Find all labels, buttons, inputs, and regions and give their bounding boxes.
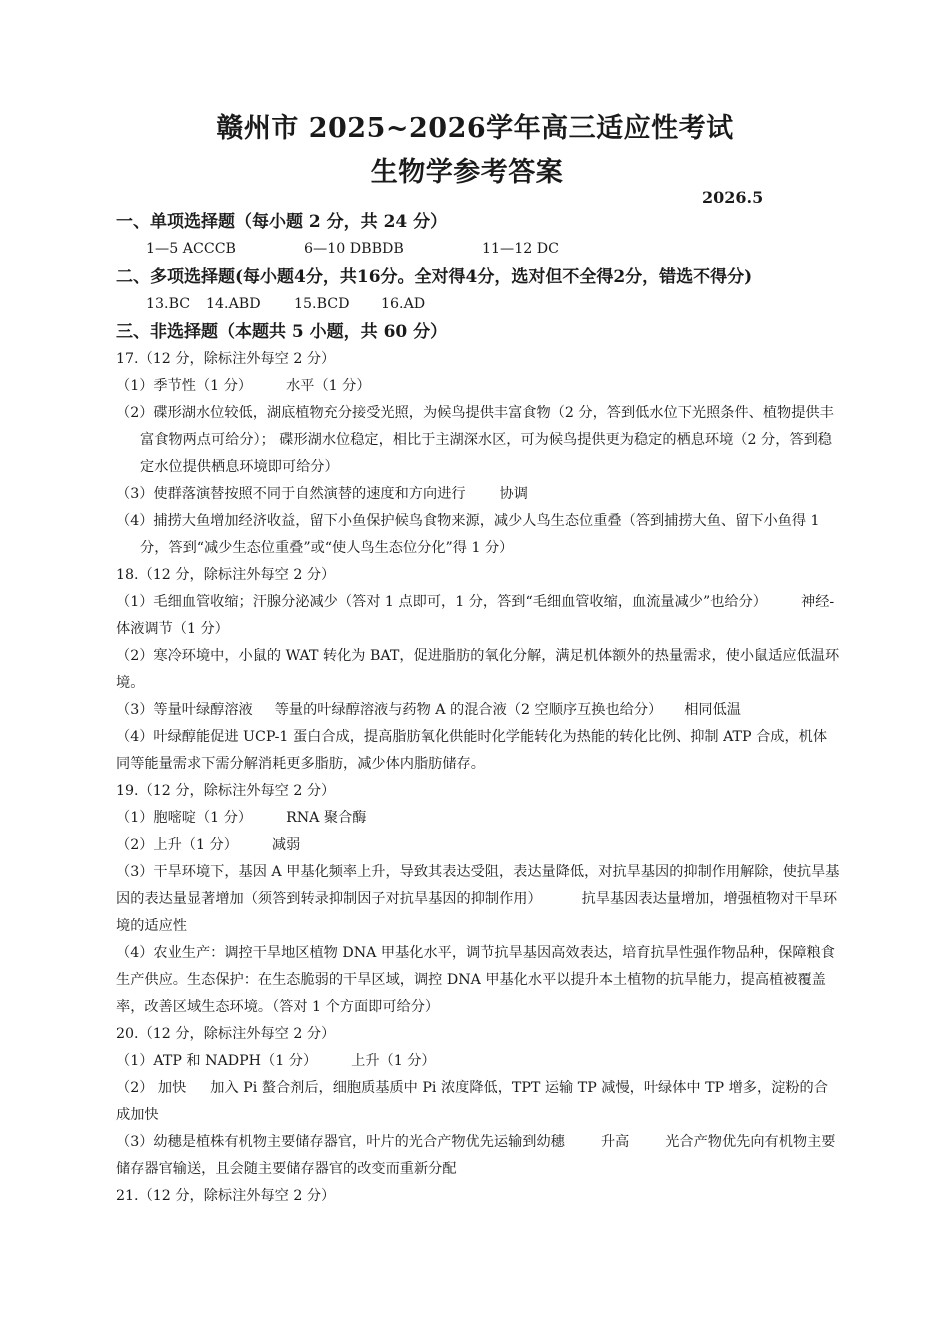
q18-part-4: （4）叶绿醇能促进 UCP-1 蛋白合成，提高脂肪氧化供能时化学能转化为热能的转化比例、抑制 ATP 合成，机体同等能量需求下需分解消耗更多脂肪，减少体内脂肪储存。 bbox=[116, 729, 828, 772]
answer-text: （1）ATP 和 NADPH（1 分） bbox=[116, 1053, 318, 1069]
q18-part-1 bbox=[116, 589, 840, 643]
answer-text: （3）等量叶绿醇溶液 bbox=[116, 702, 253, 718]
answer-text: （1）胞嘧啶（1 分） bbox=[116, 810, 253, 826]
answer-group: 16.AD bbox=[381, 296, 426, 312]
answer-text: 等量的叶绿醇溶液与药物 A 的混合液（2 空顺序互换也给分） bbox=[274, 702, 663, 718]
q20-part-1 bbox=[116, 1048, 840, 1075]
question-20-header: 20.（12 分，除标注外每空 2 分） bbox=[116, 1026, 336, 1042]
answer-text: 升高 bbox=[600, 1134, 630, 1150]
answer-content bbox=[116, 208, 840, 1210]
question-18-header: 18.（12 分，除标注外每空 2 分） bbox=[116, 567, 336, 583]
answer-text: 加入 Pi 螯合剂后，细胞质基质中 Pi 浓度降低，TPT 运输 TP 减慢，叶绿体中 TP 增多，淀粉的合成加快 bbox=[116, 1080, 828, 1123]
answer-text: 水平（1 分） bbox=[286, 378, 371, 394]
answer-text: RNA 聚合酶 bbox=[286, 810, 367, 826]
section-3-heading: 三、非选择题（本题共 5 小题，共 60 分） bbox=[116, 322, 448, 342]
answer-text: （3）干旱环境下，基因 A 甲基化频率上升，导致其表达受阻，表达量降低，对抗旱基因的抑制作用解除，使抗旱基因的表达量显著增加（须答到转录抑制因子对抗旱基因的抑制作用） bbox=[116, 864, 840, 907]
q19-part-2 bbox=[116, 832, 840, 859]
section-1-answers bbox=[116, 236, 840, 263]
answer-group: 1—5 ACCCB bbox=[146, 241, 236, 257]
q19-part-3 bbox=[116, 859, 840, 940]
answer-text: （2） 加快 bbox=[116, 1080, 187, 1096]
answer-text: 减弱 bbox=[271, 837, 301, 853]
page-subtitle: 生物学参考答案 bbox=[370, 157, 564, 188]
answer-text: （3）幼穗是植株有机物主要储存器官，叶片的光合产物优先运输到幼穗 bbox=[116, 1134, 565, 1150]
answer-text: （1）季节性（1 分） bbox=[116, 378, 253, 394]
answer-text: 抗旱基因表达量增加，增强植物对干旱环境的适应性 bbox=[116, 891, 838, 934]
answer-text: （2）上升（1 分） bbox=[116, 837, 238, 853]
answer-group: 15.BCD bbox=[294, 296, 350, 312]
q18-part-2: （2）寒冷环境中，小鼠的 WAT 转化为 BAT，促进脂肪的氧化分解，满足机体额外的热量需求，使小鼠适应低温环境。 bbox=[116, 648, 840, 691]
question-17-header: 17.（12 分，除标注外每空 2 分） bbox=[116, 351, 336, 367]
answer-text: 相同低温 bbox=[684, 702, 741, 718]
page-title: 赣州市 2025~2026学年高三适应性考试 bbox=[216, 113, 734, 144]
section-1-heading: 一、单项选择题（每小题 2 分，共 24 分） bbox=[116, 212, 448, 232]
q18-part-3 bbox=[116, 697, 840, 724]
answer-text: （1）毛细血管收缩；汗腺分泌减少（答对 1 点即可，1 分，答到“毛细血管收缩，血流量减少”也给分） bbox=[116, 594, 767, 610]
answer-group: 13.BC bbox=[146, 296, 191, 312]
q17-part-4: （4）捕捞大鱼增加经济收益，留下小鱼保护候鸟食物来源，减少人鸟生态位重叠（答到捕捞大鱼、留下小鱼得 1 分，答到“减少生态位重叠”或“使人鸟生态位分化”得 1 分） bbox=[116, 513, 820, 556]
answer-group: 14.ABD bbox=[206, 296, 261, 312]
question-21-header: 21.（12 分，除标注外每空 2 分） bbox=[116, 1188, 336, 1204]
answer-group: 6—10 DBBDB bbox=[304, 241, 404, 257]
q19-part-1 bbox=[116, 805, 840, 832]
answer-text: （3）使群落演替按照不同于自然演替的速度和方向进行 bbox=[116, 486, 466, 502]
q17-part-3 bbox=[116, 481, 840, 508]
q19-part-4: （4）农业生产：调控干旱地区植物 DNA 甲基化水平，调节抗旱基因高效表达，培育抗旱性强作物品种，保障粮食生产供应。生态保护：在生态脆弱的干旱区域，调控 DNA 甲基化水平以提升本土植物的抗旱能力，提高植被覆盖率，改善区域生态环境。（答对 1 个方面即可给分） bbox=[116, 945, 835, 1015]
exam-date: 2026.5 bbox=[702, 188, 764, 207]
q17-part-1 bbox=[116, 373, 840, 400]
section-2-heading: 二、多项选择题(每小题4分，共16分。全对得4分，选对但不全得2分，错选不得分) bbox=[116, 267, 753, 287]
answer-text: 协调 bbox=[499, 486, 528, 502]
section-2-answers bbox=[116, 291, 840, 318]
q20-part-2 bbox=[116, 1075, 840, 1129]
q17-part-2: （2）碟形湖水位较低，湖底植物充分接受光照，为候鸟提供丰富食物（2 分，答到低水位下光照条件、植物提供丰富食物两点可给分）； 碟形湖水位稳定，相比于主湖深水区，可为候鸟提供更为稳定的栖息环境（2 分，答到稳定水位提供栖息环境即可给分） bbox=[116, 405, 834, 475]
question-19-header: 19.（12 分，除标注外每空 2 分） bbox=[116, 783, 336, 799]
q20-part-3 bbox=[116, 1129, 840, 1183]
answer-text: 神经-体液调节（1 分） bbox=[116, 594, 835, 637]
answer-text: 上升（1 分） bbox=[351, 1053, 436, 1069]
answer-text: 光合产物优先向有机物主要储存器官输送，且会随主要储存器官的改变而重新分配 bbox=[116, 1134, 836, 1177]
answer-group: 11—12 DC bbox=[482, 241, 560, 257]
